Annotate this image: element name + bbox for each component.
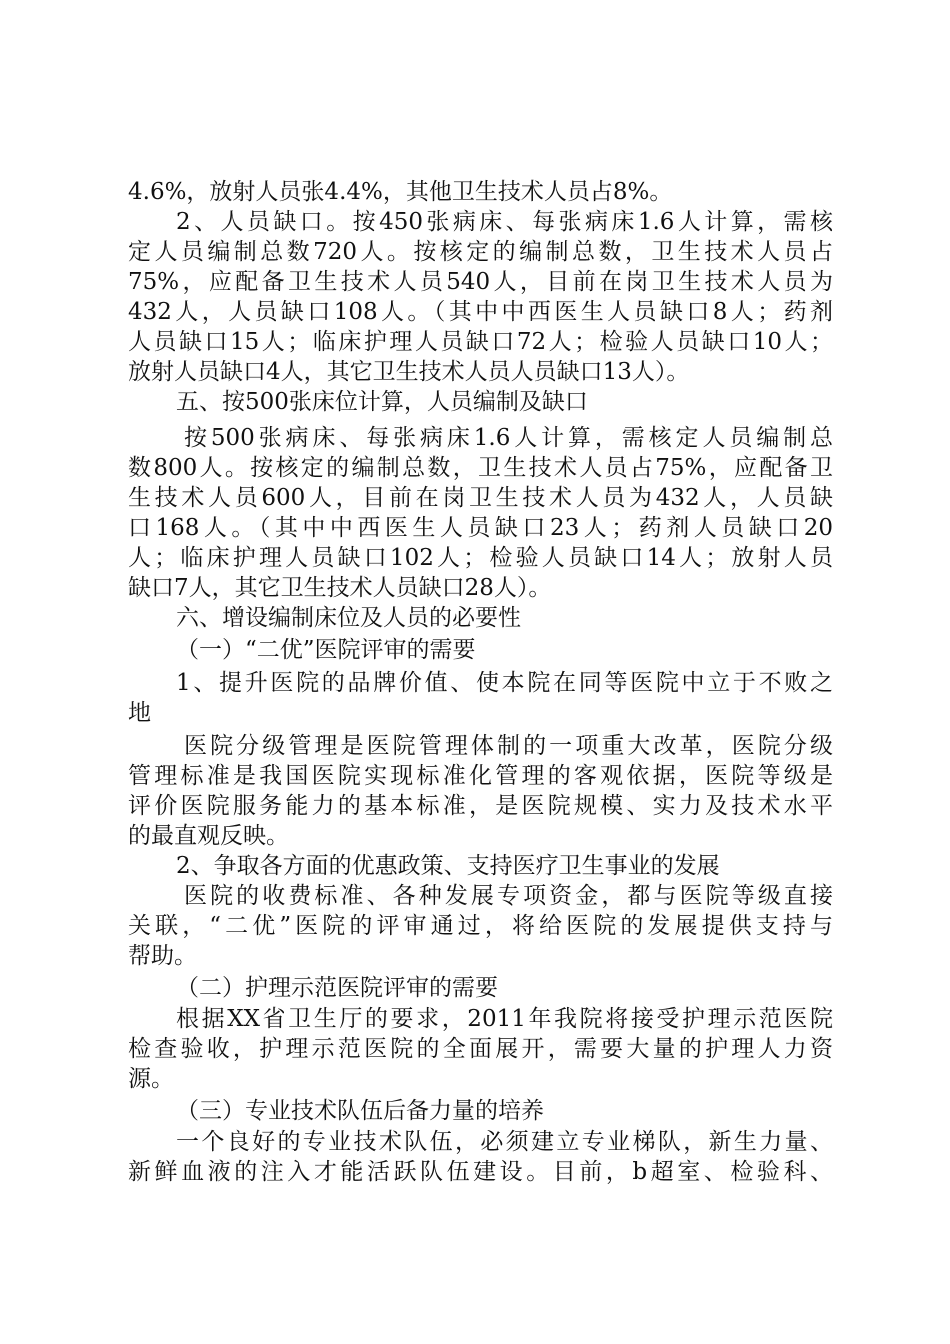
- body-line: 帮助。: [128, 943, 197, 969]
- body-line: 75%，应配备卫生技术人员540人，目前在岗卫生技术人员为: [128, 269, 833, 295]
- section-heading: 六、增设编制床位及人员的必要性: [176, 605, 521, 631]
- body-line: 人；临床护理人员缺口102人；检验人员缺口14人；放射人员: [128, 545, 833, 571]
- body-line: 的最直观反映。: [128, 823, 289, 849]
- body-line: 一个良好的专业技术队伍，必须建立专业梯队，新生力量、: [176, 1129, 833, 1155]
- body-line: 432人，人员缺口108人。（其中中西医生人员缺口8人；药剂: [128, 299, 833, 325]
- body-line: 口168人。（其中中西医生人员缺口23人；药剂人员缺口20: [128, 515, 833, 541]
- body-line: 按500张病床、每张病床1.6人计算，需核定人员编制总: [184, 425, 833, 451]
- body-line: 人员缺口15人；临床护理人员缺口72人；检验人员缺口10人；: [128, 329, 833, 355]
- subsection-heading: （三）专业技术队伍后备力量的培养: [176, 1098, 544, 1124]
- subsection-heading: （二）护理示范医院评审的需要: [176, 975, 498, 1001]
- body-line: 医院分级管理是医院管理体制的一项重大改革，医院分级: [184, 733, 833, 759]
- subsection-heading: （一）“二优”医院评审的需要: [176, 637, 476, 663]
- section-heading: 五、按500张床位计算，人员编制及缺口: [176, 389, 588, 415]
- body-line: 医院的收费标准、各种发展专项资金，都与医院等级直接: [184, 883, 833, 909]
- body-line: 管理标准是我国医院实现标准化管理的客观依据，医院等级是: [128, 763, 833, 789]
- body-line: 评价医院服务能力的基本标准，是医院规模、实力及技术水平: [128, 793, 833, 819]
- body-line: 2、争取各方面的优惠政策、支持医疗卫生事业的发展: [176, 853, 720, 879]
- body-line: 放射人员缺口4人，其它卫生技术人员人员缺口13人）。: [128, 359, 690, 385]
- body-line: 缺口7人，其它卫生技术人员缺口28人）。: [128, 575, 552, 601]
- body-line: 1、提升医院的品牌价值、使本院在同等医院中立于不败之: [176, 670, 833, 696]
- body-line: 生技术人员600人，目前在岗卫生技术人员为432人，人员缺: [128, 485, 833, 511]
- body-line: 数800人。按核定的编制总数，卫生技术人员占75%，应配备卫: [128, 455, 833, 481]
- body-line: 4.6%，放射人员张4.4%，其他卫生技术人员占8%。: [128, 179, 673, 205]
- body-line: 关联，“二优”医院的评审通过，将给医院的发展提供支持与: [128, 913, 833, 939]
- body-line: 定人员编制总数720人。按核定的编制总数，卫生技术人员占: [128, 239, 833, 265]
- body-line: 检查验收，护理示范医院的全面展开，需要大量的护理人力资: [128, 1036, 833, 1062]
- body-line: 根据XX省卫生厅的要求，2011年我院将接受护理示范医院: [176, 1006, 833, 1032]
- body-line: 2、人员缺口。按450张病床、每张病床1.6人计算，需核: [176, 209, 833, 235]
- body-line: 新鲜血液的注入才能活跃队伍建设。目前，b超室、检验科、: [128, 1159, 833, 1185]
- body-line: 地: [128, 700, 151, 726]
- body-line: 源。: [128, 1066, 174, 1092]
